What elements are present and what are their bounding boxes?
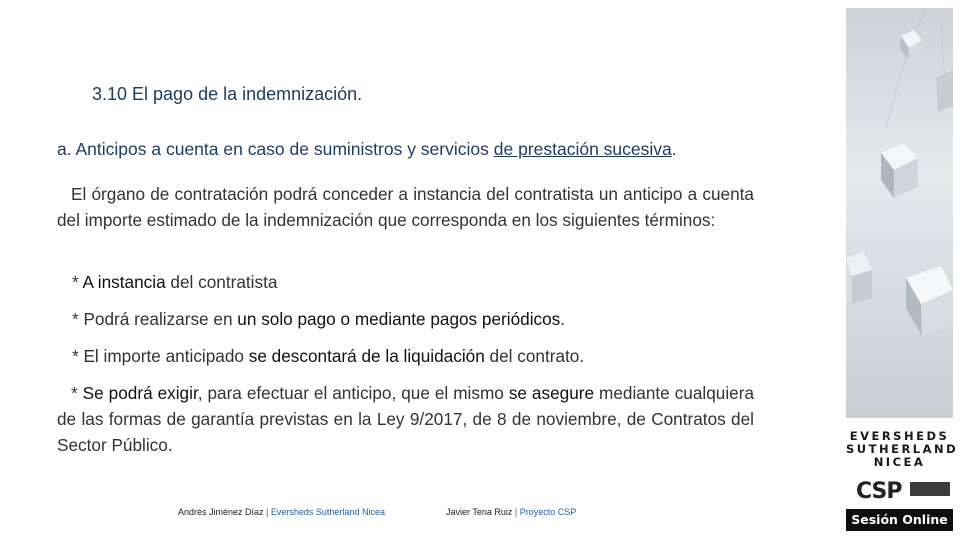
footer-left <box>178 507 385 517</box>
footer-org-2: Proyecto CSP <box>519 507 577 517</box>
csp-logo-text: CSP <box>856 479 902 504</box>
bullet-item-2 <box>72 306 754 332</box>
bullet-item-3 <box>72 343 754 369</box>
cube-medium <box>881 143 918 198</box>
bullet-rest: del contrato. <box>484 346 585 366</box>
bullet-item-4 <box>57 380 754 458</box>
bullet-rest: . <box>560 309 566 329</box>
bullet-rest: mediante cualquiera de las formas de garantía previstas en la Ley 9/2017, de 8 de noviembre, de Contratos del Sector Público. <box>57 383 754 455</box>
eversheds-logo <box>846 429 959 469</box>
bullet-emphasis-2: se asegure <box>508 383 595 403</box>
csp-tagline-bar <box>910 482 950 496</box>
bullet-emphasis: se descontará de la liquidación <box>248 346 485 366</box>
footer-right <box>446 507 576 517</box>
bullet-emphasis: A instancia <box>82 272 166 292</box>
cube-small-top <box>900 30 922 60</box>
bullet-star: * <box>71 383 83 403</box>
bullet-emphasis: Se podrá exigir <box>82 383 198 403</box>
cubes-illustration <box>846 8 953 418</box>
bullet-star: * <box>72 272 83 292</box>
bullet-rest: del contratista <box>165 272 278 292</box>
footer-org-1: Eversheds Sutherland Nicea <box>270 507 385 517</box>
footer-author-1: Andrés Jiménez Díaz <box>178 507 264 517</box>
bullet-star: * <box>72 309 84 329</box>
subheading-prefix: a. Anticipos a cuenta en caso de suministros y servicios <box>57 139 494 159</box>
subheading-suffix: . <box>671 139 677 159</box>
bullet-emphasis: un solo pago o mediante pagos periódicos <box>237 309 561 329</box>
slide-heading: 3.10 El pago de la indemnización. <box>92 84 363 104</box>
bullet-item-1 <box>72 269 754 295</box>
cube-large-bottom <box>906 266 953 336</box>
bullet-star: * <box>72 346 84 366</box>
cube-right-edge <box>936 70 953 112</box>
section-subheading <box>57 139 817 160</box>
cube-left-bottom <box>846 252 872 304</box>
csp-badge <box>846 479 953 531</box>
logo-line-3: NICEA <box>873 455 926 469</box>
bullet-middle: , para efectuar el anticipo, que el mismo <box>197 383 509 403</box>
bullet-before: El importe anticipado <box>83 346 249 366</box>
footer-separator: | <box>263 507 271 517</box>
footer-separator: | <box>512 507 520 517</box>
footer-author-2: Javier Tena Ruiz <box>446 507 513 517</box>
session-online-label: Sesión Online <box>846 509 953 531</box>
bullet-before: Podrá realizarse en <box>83 309 238 329</box>
decorative-cube-image <box>846 8 953 418</box>
intro-paragraph: El órgano de contratación podrá conceder a instancia del contratista un anticipo a cuenta del importe estimado de la indemnización que corresponda en los siguientes términos: <box>57 184 754 230</box>
logo-line-1: EVERSHEDS <box>849 429 950 443</box>
subheading-underlined: de prestación sucesiva <box>493 139 672 159</box>
logo-line-2: SUTHERLAND <box>846 442 959 456</box>
